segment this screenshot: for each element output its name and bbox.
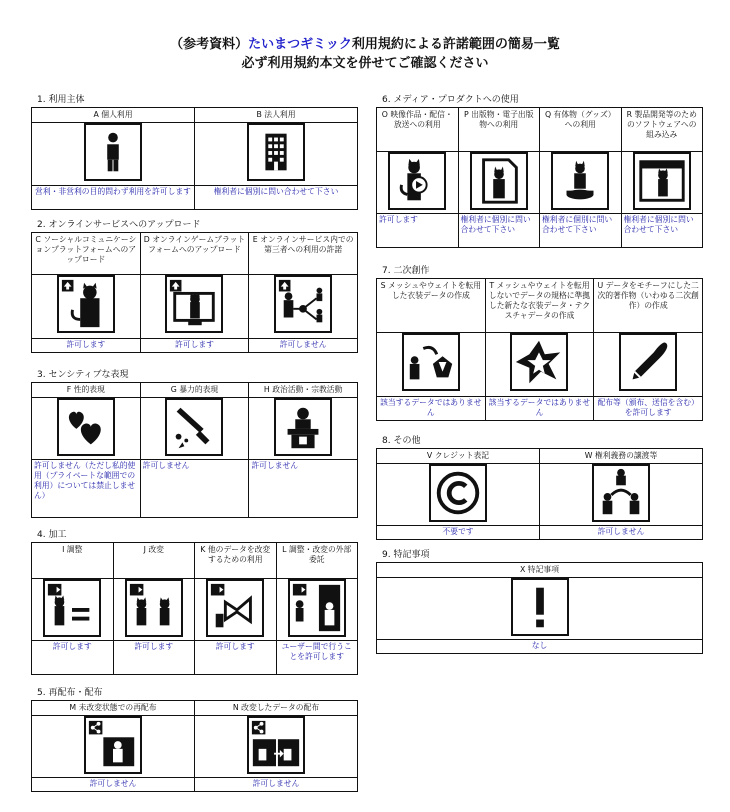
item-header-h: H 政治活動・宗教活動 <box>249 383 358 398</box>
item-header-n: N 改変したデータの配布 <box>195 701 358 716</box>
item-header-t: T メッシュやウェイトを転用しないでデータの規格に準拠した新たな衣装データ・テクスチャデータの作成 <box>485 279 594 333</box>
item-header-p: P 出版物・電子出版物への利用 <box>458 108 540 152</box>
item-header-g: G 暴力的表現 <box>140 383 249 398</box>
section-processing <box>31 530 358 675</box>
video-icon <box>388 152 446 210</box>
item-status-c: 許可します <box>32 339 141 353</box>
section-label: 8. その他 <box>382 436 421 446</box>
section-label: 9. 特記事項 <box>382 550 430 560</box>
item-header-f: F 性的表現 <box>32 383 141 398</box>
upload-monitor-icon <box>165 275 223 333</box>
item-status-a: 営利・非営利の目的問わず利用を許可します <box>32 186 195 210</box>
podium-icon <box>274 398 332 456</box>
document-icon <box>470 152 528 210</box>
section-label: 7. 二次創作 <box>382 266 430 276</box>
page-subtitle: 必ず利用規約本文を併せてご確認ください <box>241 56 489 71</box>
item-status-r: 権利者に個別に問い合わせて下さい <box>621 214 703 248</box>
item-status-i: 許可します <box>32 641 114 675</box>
mesh-icon <box>402 333 460 391</box>
item-status-f: 許可しません（ただし私的使用（プライベートな範囲での利用）については禁止しません） <box>32 460 141 518</box>
section-label: 3. センシティブな表現 <box>37 370 129 380</box>
section-derivative-work <box>376 266 703 421</box>
section-sensitive-expression <box>31 370 358 518</box>
item-status-q: 権利者に個別に問い合わせて下さい <box>540 214 622 248</box>
item-status-d: 許可します <box>140 339 249 353</box>
upload-share-icon <box>274 275 332 333</box>
pen-icon <box>619 333 677 391</box>
hearts-icon <box>57 398 115 456</box>
section-special-notes <box>376 550 703 654</box>
item-header-s: S メッシュやウェイトを転用した衣装データの作成 <box>377 279 486 333</box>
software-icon <box>633 152 691 210</box>
item-header-x: X 特記事項 <box>377 563 703 578</box>
section-label: 1. 利用主体 <box>37 95 85 105</box>
item-status-h: 許可しません <box>249 460 358 518</box>
texture-icon <box>510 333 568 391</box>
item-header-i: I 調整 <box>32 543 114 579</box>
section-other <box>376 436 703 540</box>
item-status-e: 許可しません <box>249 339 358 353</box>
item-status-g: 許可しません <box>140 460 249 518</box>
section-online-upload <box>31 220 358 353</box>
item-header-m: M 未改変状態での再配布 <box>32 701 195 716</box>
item-header-a: A 個人利用 <box>32 108 195 123</box>
building-icon <box>247 123 305 181</box>
section-redistribution <box>31 688 358 792</box>
item-status-m: 許可しません <box>32 778 195 792</box>
section-label: 6. メディア・プロダクトへの使用 <box>382 95 519 105</box>
page-title <box>0 37 730 53</box>
item-header-q: Q 有体物（グッズ）への利用 <box>540 108 622 152</box>
title-prefix: （参考資料） <box>170 37 249 52</box>
section-label: 4. 加工 <box>37 530 67 540</box>
adjust-icon <box>43 579 101 637</box>
transfer-icon <box>592 464 650 522</box>
item-status-v: 不要です <box>377 526 540 540</box>
title-suffix: 利用規約による許諾範囲の簡易一覧 <box>351 37 560 52</box>
item-header-j: J 改変 <box>113 543 195 579</box>
item-status-n: 許可しません <box>195 778 358 792</box>
person-icon <box>84 123 142 181</box>
modify-icon <box>125 579 183 637</box>
section-label: 2. オンラインサービスへのアップロード <box>37 220 201 230</box>
item-header-w: W 権利義務の譲渡等 <box>540 449 703 464</box>
outsource-icon <box>288 579 346 637</box>
item-header-u: U データをモチーフにした二次的著作物（いわゆる二次創作）の作成 <box>594 279 703 333</box>
title-brand: たいまつギミック <box>248 37 352 52</box>
figure-icon <box>551 152 609 210</box>
exclamation-icon <box>511 578 569 636</box>
item-status-k: 許可します <box>195 641 277 675</box>
share-folder-icon <box>84 716 142 774</box>
upload-cat-icon <box>57 275 115 333</box>
item-status-t: 該当するデータではありません <box>485 397 594 421</box>
item-status-s: 該当するデータではありません <box>377 397 486 421</box>
item-header-k: K 他のデータを改変するための利用 <box>195 543 277 579</box>
section-label: 5. 再配布・配布 <box>37 688 103 698</box>
item-status-p: 権利者に個別に問い合わせて下さい <box>458 214 540 248</box>
item-header-c: C ソーシャルコミュニケーションプラットフォームへのアップロード <box>32 233 141 275</box>
item-header-e: E オンラインサービス内での第三者への利用の許諾 <box>249 233 358 275</box>
item-header-r: R 製品開発等のためのソフトウェアへの組み込み <box>621 108 703 152</box>
item-header-l: L 調整・改変の外部委託 <box>276 543 358 579</box>
item-status-j: 許可します <box>113 641 195 675</box>
item-header-o: O 映像作品・配信・放送への利用 <box>377 108 459 152</box>
reuse-icon <box>206 579 264 637</box>
item-status-b: 権利者に個別に問い合わせて下さい <box>195 186 358 210</box>
knife-icon <box>165 398 223 456</box>
item-status-w: 許可しません <box>540 526 703 540</box>
copyright-icon <box>429 464 487 522</box>
item-header-d: D オンラインゲームプラットフォームへのアップロード <box>140 233 249 275</box>
item-status-x: なし <box>377 640 703 654</box>
share-modified-icon <box>247 716 305 774</box>
section-media-product <box>376 95 703 248</box>
item-status-o: 許可します <box>377 214 459 248</box>
item-status-u: 配布等（頒布、送信を含む）を許可します <box>594 397 703 421</box>
section-usage-subject <box>31 95 358 210</box>
item-header-b: B 法人利用 <box>195 108 358 123</box>
item-header-v: V クレジット表記 <box>377 449 540 464</box>
item-status-l: ユーザー間で行うことを許可します <box>276 641 358 675</box>
